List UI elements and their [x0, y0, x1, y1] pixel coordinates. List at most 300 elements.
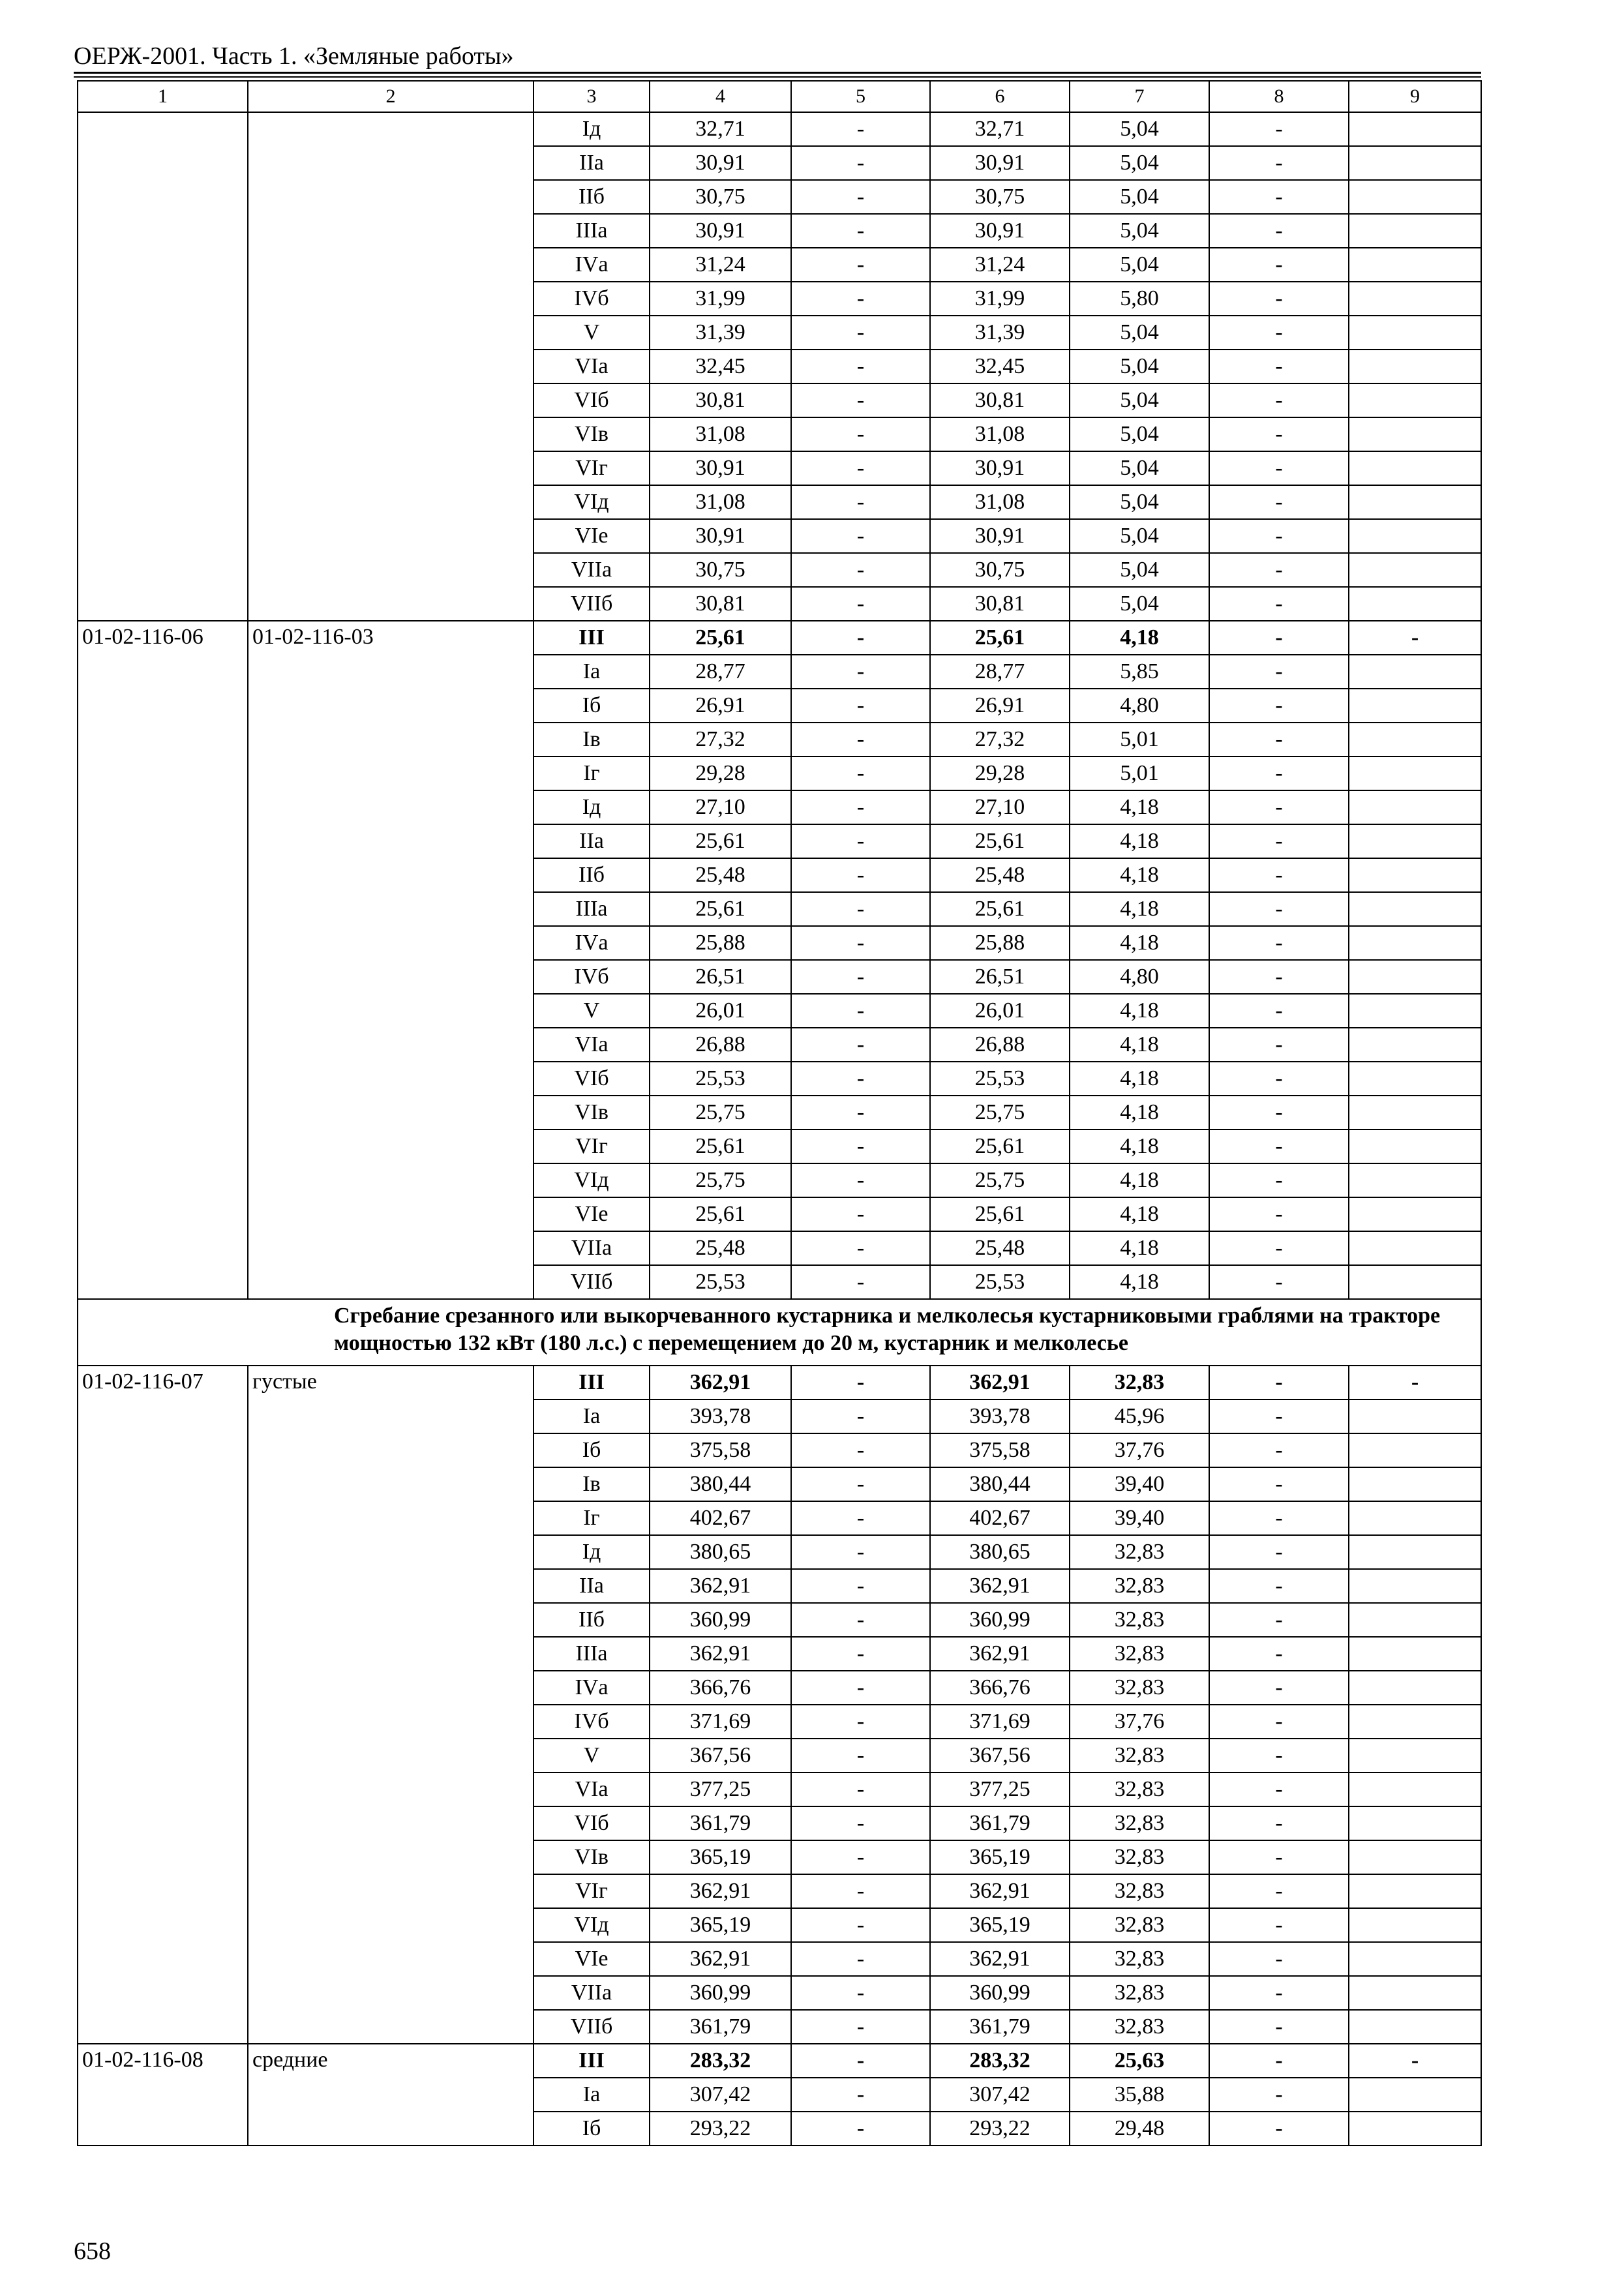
wages: -	[791, 824, 930, 858]
wages: -	[791, 655, 930, 689]
region-code: IVб	[534, 282, 650, 316]
materials-cost: -	[1209, 1163, 1349, 1197]
materials-cost: -	[1209, 2044, 1349, 2078]
machinist-wages: 4,18	[1070, 892, 1209, 926]
region-code: III	[534, 621, 650, 655]
wages: -	[791, 1773, 930, 1806]
wages: -	[791, 1569, 930, 1603]
machine-cost: 30,81	[930, 383, 1070, 417]
equipment-cost	[1349, 112, 1481, 146]
region-code: VIб	[534, 383, 650, 417]
equipment-cost	[1349, 2112, 1481, 2146]
materials-cost: -	[1209, 1976, 1349, 2010]
base-cost: 30,75	[650, 180, 791, 214]
region-code: Iд	[534, 790, 650, 824]
equipment-cost	[1349, 214, 1481, 248]
machinist-wages: 4,18	[1070, 824, 1209, 858]
region-code: Iб	[534, 1433, 650, 1467]
machinist-wages: 5,01	[1070, 723, 1209, 756]
wages: -	[791, 960, 930, 994]
machinist-wages: 4,18	[1070, 926, 1209, 960]
equipment-cost	[1349, 553, 1481, 587]
base-cost: 26,01	[650, 994, 791, 1028]
table-body	[78, 81, 1481, 2146]
region-code: Iа	[534, 2078, 650, 2112]
wages: -	[791, 316, 930, 350]
machine-cost: 25,53	[930, 1062, 1070, 1096]
machine-cost: 30,91	[930, 146, 1070, 180]
base-cost: 26,88	[650, 1028, 791, 1062]
machine-cost: 365,19	[930, 1908, 1070, 1942]
equipment-cost	[1349, 1671, 1481, 1705]
machinist-wages: 4,18	[1070, 1231, 1209, 1265]
equipment-cost	[1349, 1163, 1481, 1197]
base-cost: 402,67	[650, 1501, 791, 1535]
wages: -	[791, 282, 930, 316]
rate-description: густые	[248, 1366, 534, 2044]
equipment-cost	[1349, 1874, 1481, 1908]
machinist-wages: 5,04	[1070, 383, 1209, 417]
machinist-wages: 5,85	[1070, 655, 1209, 689]
base-cost: 30,81	[650, 383, 791, 417]
materials-cost: -	[1209, 248, 1349, 282]
machine-cost: 25,61	[930, 621, 1070, 655]
materials-cost: -	[1209, 1366, 1349, 1399]
machine-cost: 30,91	[930, 519, 1070, 553]
region-code: VIIб	[534, 1265, 650, 1299]
machine-cost: 32,45	[930, 350, 1070, 383]
column-number: 1	[78, 81, 248, 112]
base-cost: 25,75	[650, 1163, 791, 1197]
machinist-wages: 32,83	[1070, 1739, 1209, 1773]
materials-cost: -	[1209, 1467, 1349, 1501]
machine-cost: 402,67	[930, 1501, 1070, 1535]
equipment-cost	[1349, 1231, 1481, 1265]
wages: -	[791, 1806, 930, 1840]
machinist-wages: 4,18	[1070, 790, 1209, 824]
machine-cost: 27,32	[930, 723, 1070, 756]
region-code: Iа	[534, 655, 650, 689]
materials-cost: -	[1209, 1130, 1349, 1163]
base-cost: 380,44	[650, 1467, 791, 1501]
machine-cost: 26,88	[930, 1028, 1070, 1062]
base-cost: 26,51	[650, 960, 791, 994]
machine-cost: 25,48	[930, 858, 1070, 892]
materials-cost: -	[1209, 282, 1349, 316]
equipment-cost	[1349, 451, 1481, 485]
materials-cost: -	[1209, 1773, 1349, 1806]
materials-cost: -	[1209, 1840, 1349, 1874]
materials-cost: -	[1209, 553, 1349, 587]
region-code: IVа	[534, 248, 650, 282]
machine-cost: 283,32	[930, 2044, 1070, 2078]
base-cost: 362,91	[650, 1637, 791, 1671]
header-rule	[74, 76, 1481, 78]
equipment-cost	[1349, 960, 1481, 994]
machinist-wages: 32,83	[1070, 1535, 1209, 1569]
machinist-wages: 4,18	[1070, 994, 1209, 1028]
base-cost: 367,56	[650, 1739, 791, 1773]
base-cost: 25,61	[650, 1130, 791, 1163]
machine-cost: 375,58	[930, 1433, 1070, 1467]
wages: -	[791, 519, 930, 553]
machinist-wages: 5,04	[1070, 350, 1209, 383]
machine-cost: 31,24	[930, 248, 1070, 282]
wages: -	[791, 621, 930, 655]
wages: -	[791, 451, 930, 485]
machine-cost: 367,56	[930, 1739, 1070, 1773]
region-code: Iв	[534, 723, 650, 756]
base-cost: 361,79	[650, 2010, 791, 2044]
base-cost: 25,75	[650, 1096, 791, 1130]
machine-cost: 393,78	[930, 1399, 1070, 1433]
region-code: VIг	[534, 451, 650, 485]
machine-cost: 30,81	[930, 587, 1070, 621]
machinist-wages: 32,83	[1070, 1942, 1209, 1976]
materials-cost: -	[1209, 1535, 1349, 1569]
materials-cost: -	[1209, 1908, 1349, 1942]
equipment-cost: -	[1349, 621, 1481, 655]
equipment-cost	[1349, 1942, 1481, 1976]
wages: -	[791, 1163, 930, 1197]
machinist-wages: 4,18	[1070, 1028, 1209, 1062]
base-cost: 393,78	[650, 1399, 791, 1433]
machine-cost: 366,76	[930, 1671, 1070, 1705]
materials-cost: -	[1209, 112, 1349, 146]
wages: -	[791, 994, 930, 1028]
wages: -	[791, 146, 930, 180]
materials-cost: -	[1209, 926, 1349, 960]
equipment-cost	[1349, 1806, 1481, 1840]
machinist-wages: 35,88	[1070, 2078, 1209, 2112]
wages: -	[791, 790, 930, 824]
base-cost: 361,79	[650, 1806, 791, 1840]
machine-cost: 25,61	[930, 1130, 1070, 1163]
wages: -	[791, 214, 930, 248]
machine-cost: 377,25	[930, 1773, 1070, 1806]
region-code: IVб	[534, 960, 650, 994]
region-code: VIа	[534, 1028, 650, 1062]
base-cost: 31,39	[650, 316, 791, 350]
wages: -	[791, 417, 930, 451]
wages: -	[791, 1399, 930, 1433]
base-cost: 28,77	[650, 655, 791, 689]
machinist-wages: 4,80	[1070, 960, 1209, 994]
base-cost: 25,48	[650, 1231, 791, 1265]
region-code: IVб	[534, 1705, 650, 1739]
wages: -	[791, 350, 930, 383]
machinist-wages: 37,76	[1070, 1433, 1209, 1467]
equipment-cost	[1349, 1569, 1481, 1603]
rates-table	[77, 80, 1482, 2146]
machine-cost: 360,99	[930, 1603, 1070, 1637]
machine-cost: 362,91	[930, 1637, 1070, 1671]
equipment-cost	[1349, 756, 1481, 790]
equipment-cost	[1349, 1705, 1481, 1739]
region-code: IIа	[534, 824, 650, 858]
materials-cost: -	[1209, 2112, 1349, 2146]
equipment-cost	[1349, 824, 1481, 858]
materials-cost: -	[1209, 756, 1349, 790]
machinist-wages: 5,04	[1070, 180, 1209, 214]
equipment-cost	[1349, 1130, 1481, 1163]
materials-cost: -	[1209, 2078, 1349, 2112]
base-cost: 25,61	[650, 892, 791, 926]
wages: -	[791, 1028, 930, 1062]
machine-cost: 25,53	[930, 1265, 1070, 1299]
column-number: 2	[248, 81, 534, 112]
region-code: IIIа	[534, 1637, 650, 1671]
rate-code: 01-02-116-07	[78, 1366, 248, 2044]
region-code: V	[534, 316, 650, 350]
materials-cost: -	[1209, 1231, 1349, 1265]
wages: -	[791, 892, 930, 926]
base-cost: 307,42	[650, 2078, 791, 2112]
base-cost: 365,19	[650, 1840, 791, 1874]
region-code: VIд	[534, 485, 650, 519]
base-cost: 30,91	[650, 519, 791, 553]
materials-cost: -	[1209, 180, 1349, 214]
machine-cost: 293,22	[930, 2112, 1070, 2146]
materials-cost: -	[1209, 824, 1349, 858]
rate-code: 01-02-116-06	[78, 621, 248, 1299]
wages: -	[791, 1231, 930, 1265]
base-cost: 380,65	[650, 1535, 791, 1569]
equipment-cost: -	[1349, 2044, 1481, 2078]
base-cost: 360,99	[650, 1603, 791, 1637]
equipment-cost	[1349, 282, 1481, 316]
materials-cost: -	[1209, 723, 1349, 756]
machine-cost: 29,28	[930, 756, 1070, 790]
wages: -	[791, 180, 930, 214]
machinist-wages: 37,76	[1070, 1705, 1209, 1739]
materials-cost: -	[1209, 383, 1349, 417]
column-number: 6	[930, 81, 1070, 112]
region-code: VIIб	[534, 587, 650, 621]
equipment-cost	[1349, 1501, 1481, 1535]
column-number: 3	[534, 81, 650, 112]
equipment-cost	[1349, 790, 1481, 824]
base-cost: 25,53	[650, 1062, 791, 1096]
equipment-cost	[1349, 1096, 1481, 1130]
column-number: 5	[791, 81, 930, 112]
region-code: IVа	[534, 1671, 650, 1705]
rate-code	[78, 112, 248, 621]
equipment-cost	[1349, 858, 1481, 892]
base-cost: 293,22	[650, 2112, 791, 2146]
machinist-wages: 5,04	[1070, 587, 1209, 621]
machinist-wages: 5,04	[1070, 519, 1209, 553]
header-rule	[74, 72, 1481, 74]
base-cost: 377,25	[650, 1773, 791, 1806]
wages: -	[791, 1130, 930, 1163]
machine-cost: 360,99	[930, 1976, 1070, 2010]
equipment-cost	[1349, 1433, 1481, 1467]
region-code: VIд	[534, 1908, 650, 1942]
equipment-cost	[1349, 1908, 1481, 1942]
region-code: IIб	[534, 1603, 650, 1637]
base-cost: 25,61	[650, 824, 791, 858]
table-row	[78, 2044, 1481, 2078]
wages: -	[791, 723, 930, 756]
materials-cost: -	[1209, 994, 1349, 1028]
region-code: VIе	[534, 519, 650, 553]
machine-cost: 32,71	[930, 112, 1070, 146]
machine-cost: 31,08	[930, 417, 1070, 451]
machinist-wages: 4,18	[1070, 1130, 1209, 1163]
base-cost: 366,76	[650, 1671, 791, 1705]
base-cost: 27,32	[650, 723, 791, 756]
rate-description: 01-02-116-03	[248, 621, 534, 1299]
region-code: VIе	[534, 1197, 650, 1231]
region-code: VIд	[534, 1163, 650, 1197]
machine-cost: 25,75	[930, 1096, 1070, 1130]
materials-cost: -	[1209, 689, 1349, 723]
wages: -	[791, 1976, 930, 2010]
machinist-wages: 4,18	[1070, 858, 1209, 892]
equipment-cost	[1349, 316, 1481, 350]
materials-cost: -	[1209, 1197, 1349, 1231]
materials-cost: -	[1209, 621, 1349, 655]
wages: -	[791, 383, 930, 417]
table-row	[78, 112, 1481, 146]
machinist-wages: 5,04	[1070, 316, 1209, 350]
region-code: V	[534, 994, 650, 1028]
machinist-wages: 5,04	[1070, 417, 1209, 451]
wages: -	[791, 1366, 930, 1399]
machinist-wages: 5,04	[1070, 451, 1209, 485]
materials-cost: -	[1209, 1501, 1349, 1535]
region-code: Iб	[534, 689, 650, 723]
equipment-cost	[1349, 892, 1481, 926]
equipment-cost	[1349, 1399, 1481, 1433]
base-cost: 365,19	[650, 1908, 791, 1942]
materials-cost: -	[1209, 146, 1349, 180]
wages: -	[791, 1062, 930, 1096]
equipment-cost: -	[1349, 1366, 1481, 1399]
machine-cost: 26,91	[930, 689, 1070, 723]
equipment-cost	[1349, 1739, 1481, 1773]
base-cost: 360,99	[650, 1976, 791, 2010]
region-code: Iг	[534, 756, 650, 790]
equipment-cost	[1349, 1976, 1481, 2010]
machine-cost: 26,01	[930, 994, 1070, 1028]
base-cost: 31,99	[650, 282, 791, 316]
materials-cost: -	[1209, 1739, 1349, 1773]
wages: -	[791, 1874, 930, 1908]
materials-cost: -	[1209, 519, 1349, 553]
region-code: IIб	[534, 858, 650, 892]
machinist-wages: 39,40	[1070, 1501, 1209, 1535]
wages: -	[791, 112, 930, 146]
machinist-wages: 45,96	[1070, 1399, 1209, 1433]
machinist-wages: 29,48	[1070, 2112, 1209, 2146]
machine-cost: 361,79	[930, 1806, 1070, 1840]
wages: -	[791, 587, 930, 621]
equipment-cost	[1349, 383, 1481, 417]
machine-cost: 25,61	[930, 824, 1070, 858]
machine-cost: 28,77	[930, 655, 1070, 689]
materials-cost: -	[1209, 655, 1349, 689]
machine-cost: 30,91	[930, 451, 1070, 485]
region-code: VIIа	[534, 553, 650, 587]
region-code: Iг	[534, 1501, 650, 1535]
machine-cost: 31,39	[930, 316, 1070, 350]
base-cost: 25,61	[650, 621, 791, 655]
materials-cost: -	[1209, 1874, 1349, 1908]
machinist-wages: 4,18	[1070, 1062, 1209, 1096]
base-cost: 32,71	[650, 112, 791, 146]
materials-cost: -	[1209, 858, 1349, 892]
base-cost: 30,91	[650, 146, 791, 180]
materials-cost: -	[1209, 451, 1349, 485]
materials-cost: -	[1209, 1433, 1349, 1467]
base-cost: 362,91	[650, 1569, 791, 1603]
materials-cost: -	[1209, 1942, 1349, 1976]
machine-cost: 25,61	[930, 892, 1070, 926]
region-code: VIв	[534, 1840, 650, 1874]
materials-cost: -	[1209, 485, 1349, 519]
column-number-row	[78, 81, 1481, 112]
materials-cost: -	[1209, 1806, 1349, 1840]
equipment-cost	[1349, 2010, 1481, 2044]
machinist-wages: 32,83	[1070, 1569, 1209, 1603]
region-code: VIв	[534, 417, 650, 451]
region-code: VIв	[534, 1096, 650, 1130]
base-cost: 26,91	[650, 689, 791, 723]
wages: -	[791, 1501, 930, 1535]
materials-cost: -	[1209, 1671, 1349, 1705]
equipment-cost	[1349, 146, 1481, 180]
equipment-cost	[1349, 1265, 1481, 1299]
column-number: 4	[650, 81, 791, 112]
equipment-cost	[1349, 723, 1481, 756]
equipment-cost	[1349, 994, 1481, 1028]
rate-description	[248, 112, 534, 621]
region-code: Iб	[534, 2112, 650, 2146]
equipment-cost	[1349, 689, 1481, 723]
equipment-cost	[1349, 1467, 1481, 1501]
region-code: IVа	[534, 926, 650, 960]
region-code: V	[534, 1739, 650, 1773]
materials-cost: -	[1209, 1096, 1349, 1130]
wages: -	[791, 1433, 930, 1467]
equipment-cost	[1349, 1840, 1481, 1874]
base-cost: 29,28	[650, 756, 791, 790]
wages: -	[791, 1942, 930, 1976]
machine-cost: 30,75	[930, 180, 1070, 214]
materials-cost: -	[1209, 1399, 1349, 1433]
equipment-cost	[1349, 1197, 1481, 1231]
base-cost: 31,08	[650, 485, 791, 519]
wages: -	[791, 2078, 930, 2112]
page-header-title: ОЕРЖ-2001. Часть 1. «Земляные работы»	[74, 42, 514, 70]
table-row	[78, 621, 1481, 655]
machine-cost: 25,88	[930, 926, 1070, 960]
machinist-wages: 32,83	[1070, 1671, 1209, 1705]
wages: -	[791, 2112, 930, 2146]
wages: -	[791, 1096, 930, 1130]
base-cost: 31,24	[650, 248, 791, 282]
wages: -	[791, 926, 930, 960]
wages: -	[791, 1637, 930, 1671]
machinist-wages: 39,40	[1070, 1467, 1209, 1501]
machinist-wages: 32,83	[1070, 1976, 1209, 2010]
equipment-cost	[1349, 1637, 1481, 1671]
machinist-wages: 5,04	[1070, 485, 1209, 519]
base-cost: 30,91	[650, 214, 791, 248]
machinist-wages: 32,83	[1070, 1874, 1209, 1908]
